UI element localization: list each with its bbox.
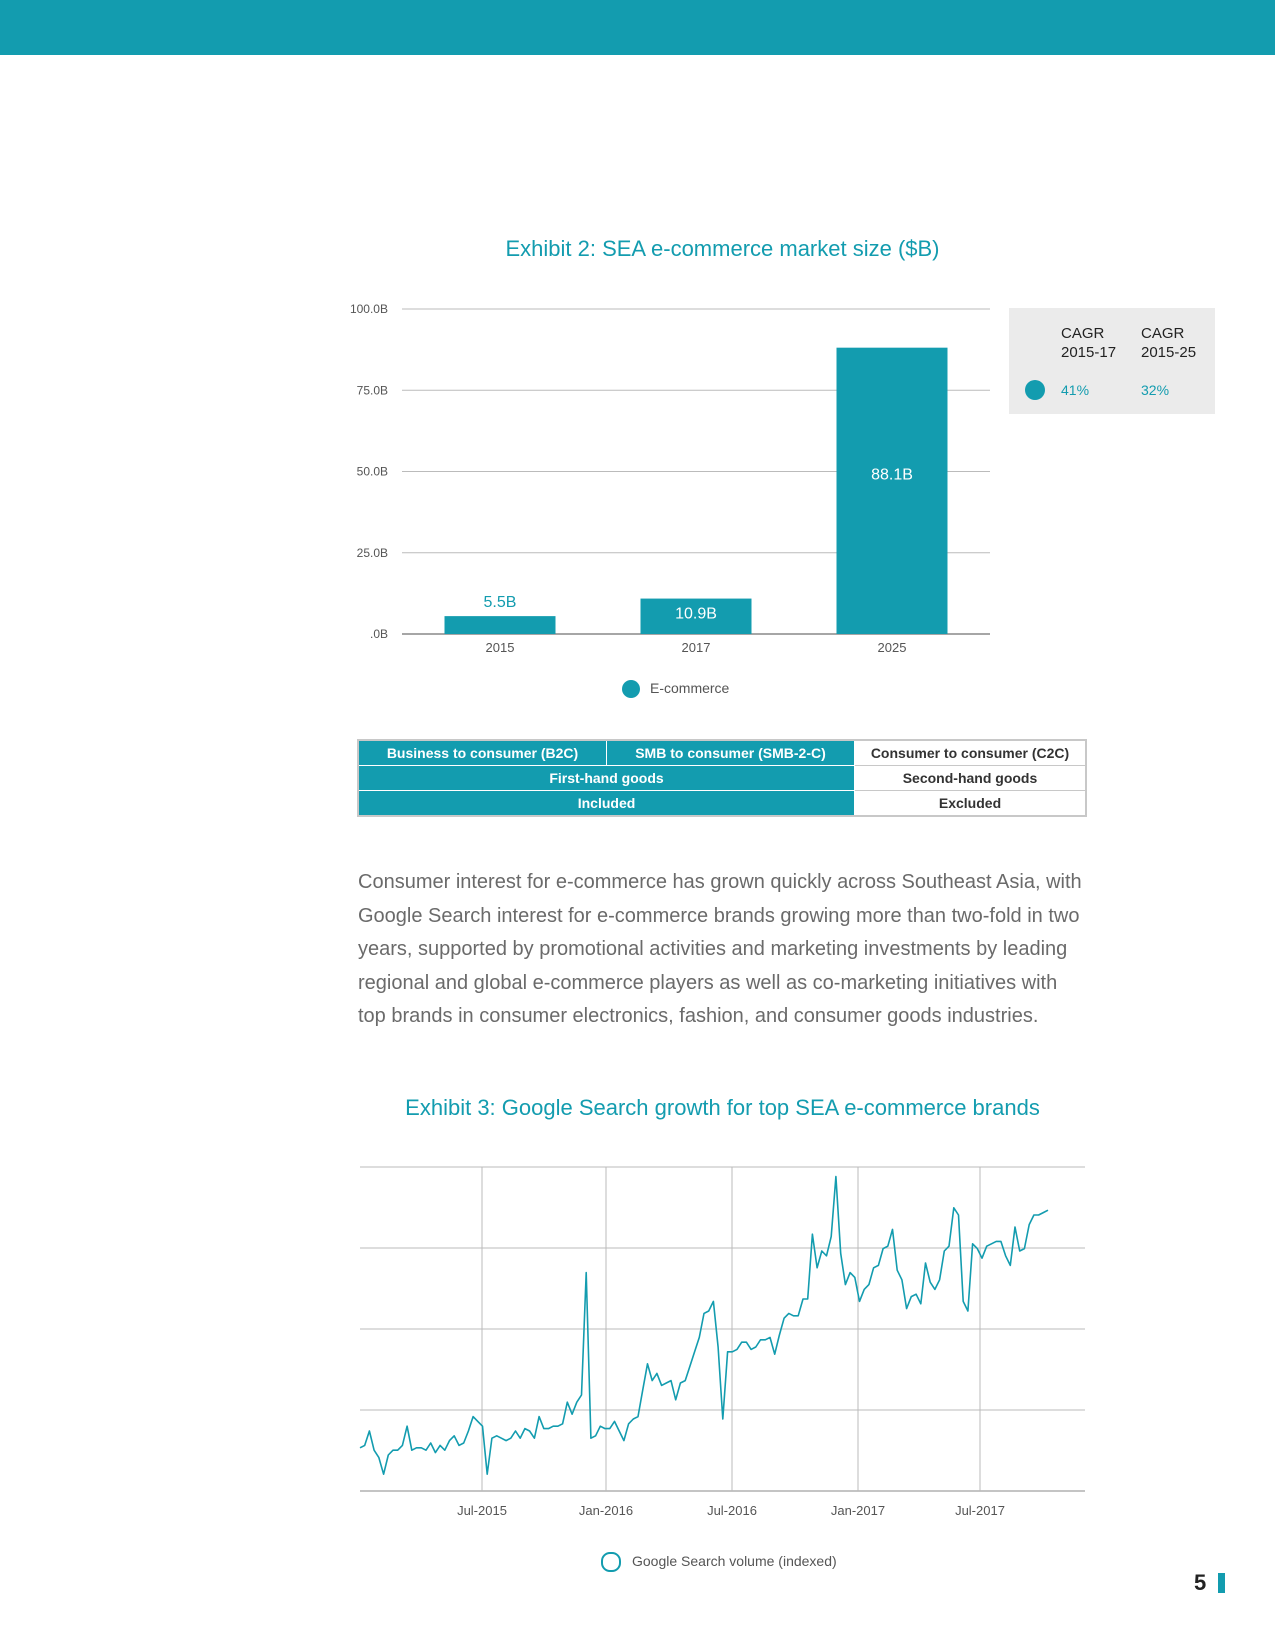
bar-data-label: 88.1B bbox=[871, 466, 913, 484]
x-tick-label: Jul-2016 bbox=[707, 1503, 757, 1518]
cagr-value-2: 32% bbox=[1141, 382, 1170, 398]
body-paragraph: Consumer interest for e-commerce has grown quickly across Southeast Asia, with Google Search interest for e-commerce brands growing more than two-fold in two years, supported by promotional activities and marketing investments by leading regional and global e-commerce players as well as co-marketing initiatives with top brands in consumer electronics, fashion, and consumer goods industries. bbox=[358, 871, 1082, 1027]
exhibit2-legend-label: E-commerce bbox=[650, 680, 730, 696]
segment-first-hand: First-hand goods bbox=[358, 766, 855, 791]
x-tick-label: 2015 bbox=[485, 640, 515, 655]
exhibit3-title: Exhibit 3: Google Search growth for top SEA e-commerce brands bbox=[405, 1095, 1040, 1120]
y-tick-label: 25.0B bbox=[356, 545, 388, 560]
exhibit3-legend-label: Google Search volume (indexed) bbox=[632, 1553, 837, 1569]
bar-data-label: 10.9B bbox=[675, 605, 717, 623]
segment-c2c: Consumer to consumer (C2C) bbox=[855, 740, 1087, 766]
cagr-header-2-line2: 2015-25 bbox=[1141, 344, 1197, 361]
x-tick-label: 2017 bbox=[681, 640, 711, 655]
segment-second-hand: Second-hand goods bbox=[855, 766, 1087, 791]
page-marker bbox=[1218, 1573, 1225, 1593]
cagr-header-1-line1: CAGR bbox=[1061, 325, 1105, 342]
x-tick-label: Jul-2017 bbox=[955, 1503, 1005, 1518]
y-tick-label: .0B bbox=[369, 627, 388, 641]
cagr-header-1-line2: 2015-17 bbox=[1061, 344, 1117, 361]
cagr-header-2-line1: CAGR bbox=[1141, 325, 1185, 342]
exhibit3-legend-marker bbox=[601, 1552, 621, 1572]
x-tick-label: Jan-2016 bbox=[578, 1503, 634, 1518]
segment-excluded: Excluded bbox=[855, 791, 1087, 817]
cagr-value-1: 41% bbox=[1061, 382, 1090, 398]
x-tick-label: Jan-2017 bbox=[830, 1503, 886, 1518]
segment-smb2c: SMB to consumer (SMB-2-C) bbox=[607, 740, 855, 766]
segment-b2c: Business to consumer (B2C) bbox=[358, 740, 607, 766]
search-volume-line bbox=[360, 1177, 1048, 1475]
exhibit2-title: Exhibit 2: SEA e-commerce market size ($B) bbox=[505, 236, 940, 261]
y-tick-label: 100.0B bbox=[349, 302, 388, 316]
bar-data-label: 5.5B bbox=[483, 594, 517, 612]
page-number: 5 bbox=[1194, 1570, 1207, 1595]
y-tick-label: 50.0B bbox=[356, 464, 388, 479]
x-tick-label: Jul-2015 bbox=[457, 1503, 507, 1518]
segment-included: Included bbox=[358, 791, 855, 817]
y-tick-label: 75.0B bbox=[356, 383, 388, 398]
x-tick-label: 2025 bbox=[877, 640, 907, 655]
